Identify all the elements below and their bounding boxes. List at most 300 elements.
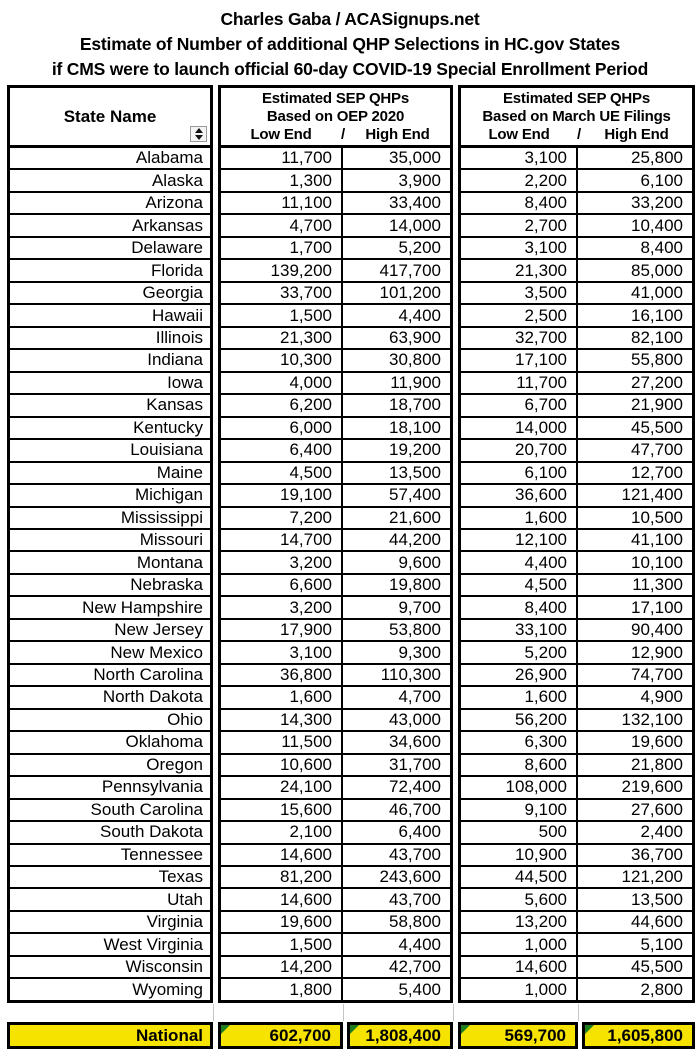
ue-header-line-2: Based on March UE Filings (482, 108, 671, 125)
low-end-cell: 3,100 (461, 148, 578, 168)
table-row (221, 732, 450, 754)
state-name-cell: West Virginia (103, 934, 203, 954)
low-end-cell: 24,100 (221, 777, 343, 797)
low-end-cell: 1,500 (221, 305, 343, 325)
high-end-cell: 5,100 (640, 934, 683, 954)
high-end-cell: 43,700 (389, 889, 441, 909)
table-row (221, 305, 450, 327)
low-end-cell: 10,600 (221, 755, 343, 775)
table-row (10, 889, 210, 911)
state-name-cell: Alabama (135, 148, 203, 168)
high-end-cell: 33,200 (631, 193, 683, 213)
table-row (10, 710, 210, 732)
low-end-cell: 14,000 (461, 418, 578, 438)
table-row (10, 305, 210, 327)
low-end-cell: 2,100 (221, 822, 343, 842)
table-row (221, 665, 450, 687)
high-end-cell: 11,300 (632, 575, 683, 595)
low-end-cell: 3,200 (221, 597, 343, 617)
state-name-cell: Arkansas (132, 215, 203, 235)
low-end-cell: 33,100 (461, 620, 578, 640)
high-end-cell: 27,200 (631, 372, 683, 392)
state-name-cell: South Carolina (90, 799, 203, 819)
high-end-cell: 41,000 (631, 283, 683, 303)
table-row (221, 575, 450, 597)
low-end-cell: 8,400 (461, 193, 578, 213)
table-row (221, 552, 450, 574)
high-end-cell: 34,600 (389, 732, 441, 752)
table-row (461, 373, 692, 395)
state-name-cell: Maine (156, 462, 203, 482)
high-end-cell: 90,400 (631, 620, 683, 640)
high-end-cell: 110,300 (380, 665, 441, 685)
table-row (10, 755, 210, 777)
state-name-cell: Hawaii (151, 305, 203, 325)
table-row (10, 508, 210, 530)
table-row (221, 979, 450, 999)
high-end-cell: 8,400 (640, 238, 683, 258)
table-row (461, 260, 692, 282)
state-name-cell: Oklahoma (125, 732, 203, 752)
formula-flag-icon (221, 1025, 230, 1034)
high-end-cell: 243,600 (379, 867, 441, 887)
low-end-cell: 11,500 (221, 732, 343, 752)
high-end-cell: 121,200 (621, 867, 683, 887)
oep-header-line-1: Estimated SEP QHPs (261, 90, 409, 107)
table-row (10, 395, 210, 417)
low-end-cell: 10,900 (461, 845, 578, 865)
ue-separator: / (577, 126, 581, 143)
state-name-cell: Illinois (155, 327, 203, 347)
table-row (221, 463, 450, 485)
table-row (10, 845, 210, 867)
table-row (221, 215, 450, 237)
table-row (221, 395, 450, 417)
high-end-cell: 6,400 (398, 822, 441, 842)
low-end-cell: 1,600 (461, 508, 578, 528)
table-row (10, 642, 210, 664)
high-end-cell: 13,500 (389, 462, 441, 482)
high-end-cell: 4,700 (398, 687, 441, 707)
low-end-cell: 4,500 (221, 463, 343, 483)
high-end-cell: 11,900 (390, 372, 441, 392)
low-end-cell: 4,000 (221, 373, 343, 393)
table-row (461, 822, 692, 844)
high-end-cell: 10,400 (631, 215, 683, 235)
state-name-cell: Virginia (146, 912, 203, 932)
low-end-cell: 14,200 (221, 957, 343, 977)
high-end-cell: 219,600 (621, 777, 683, 797)
table-row (10, 148, 210, 170)
formula-flag-icon (350, 1025, 359, 1034)
low-end-cell: 4,500 (461, 575, 578, 595)
table-row (10, 485, 210, 507)
state-name-cell: Ohio (167, 709, 203, 729)
high-end-cell: 47,700 (631, 440, 683, 460)
state-name-cell: New Mexico (110, 642, 203, 662)
table-row (221, 597, 450, 619)
state-name-cell: Delaware (131, 238, 203, 258)
table-row (10, 934, 210, 956)
low-end-cell: 6,700 (461, 395, 578, 415)
high-end-cell: 43,000 (389, 709, 441, 729)
state-name-cell: New Jersey (114, 620, 203, 640)
high-end-cell: 4,400 (398, 305, 441, 325)
national-label: National (135, 1025, 203, 1045)
table-row (221, 620, 450, 642)
high-end-cell: 36,700 (631, 844, 683, 864)
title-line-3: if CMS were to launch official 60-day COVID-19 Special Enrollment Period (51, 59, 649, 79)
high-end-cell: 25,800 (631, 148, 683, 168)
high-end-cell: 2,400 (640, 822, 683, 842)
high-end-cell: 121,400 (621, 485, 683, 505)
table-row (10, 530, 210, 552)
high-end-cell: 27,600 (631, 799, 683, 819)
high-end-cell: 417,700 (379, 260, 441, 280)
state-name-cell: Texas (158, 867, 203, 887)
low-end-cell: 7,200 (221, 508, 343, 528)
high-end-cell: 45,500 (631, 957, 683, 977)
table-row (10, 215, 210, 237)
low-end-cell: 3,200 (221, 552, 343, 572)
gridline (578, 1004, 579, 1021)
table-row (221, 148, 450, 170)
formula-flag-icon (461, 1025, 470, 1034)
table-row (221, 283, 450, 305)
table-row (461, 350, 692, 372)
oep-group-block (218, 85, 453, 1003)
high-end-cell: 18,100 (389, 417, 441, 437)
national-label-cell (7, 1022, 213, 1049)
table-row (461, 934, 692, 956)
table-row (461, 687, 692, 709)
high-end-cell: 14,000 (389, 215, 441, 235)
table-row (461, 238, 692, 260)
state-name-cell: Nebraska (130, 575, 203, 595)
table-row (461, 148, 692, 170)
table-row (10, 418, 210, 440)
high-end-cell: 85,000 (631, 260, 683, 280)
table-row (10, 440, 210, 462)
low-end-cell: 1,000 (461, 934, 578, 954)
table-row (461, 530, 692, 552)
national-ue-low-cell (458, 1022, 578, 1049)
table-row (221, 485, 450, 507)
table-row (10, 328, 210, 350)
national-oep-high-value: 1,808,400 (365, 1025, 441, 1045)
high-end-cell: 57,400 (389, 485, 441, 505)
low-end-cell: 13,200 (461, 912, 578, 932)
state-name-cell: South Dakota (99, 822, 203, 842)
high-end-cell: 10,100 (631, 552, 683, 572)
state-name-cell: North Carolina (93, 665, 203, 685)
state-column-block (7, 85, 213, 1003)
low-end-cell: 17,900 (221, 620, 343, 640)
sort-button[interactable] (190, 126, 207, 142)
low-end-cell: 3,100 (461, 238, 578, 258)
high-end-cell: 21,800 (631, 754, 683, 774)
low-end-cell: 10,300 (221, 350, 343, 370)
high-end-cell: 35,000 (389, 148, 441, 168)
table-row (461, 777, 692, 799)
table-row (461, 979, 692, 999)
ue-rows (461, 148, 692, 1000)
low-end-cell: 14,600 (461, 957, 578, 977)
low-end-cell: 5,600 (461, 889, 578, 909)
state-name-header-label: State Name (63, 106, 157, 126)
low-end-cell: 6,200 (221, 395, 343, 415)
high-end-cell: 72,400 (389, 777, 441, 797)
high-end-cell: 31,700 (389, 754, 441, 774)
table-row (461, 463, 692, 485)
table-row (461, 889, 692, 911)
state-name-cell: Oregon (146, 754, 203, 774)
title-line-1: Charles Gaba / ACASignups.net (220, 9, 480, 29)
national-ue-low-value: 569,700 (504, 1025, 566, 1045)
high-end-cell: 41,100 (631, 530, 683, 550)
low-end-cell: 108,000 (461, 777, 578, 797)
table-row (221, 350, 450, 372)
state-name-cell: Wyoming (132, 979, 203, 999)
oep-low-end-label: Low End (250, 126, 312, 143)
high-end-cell: 63,900 (389, 327, 441, 347)
low-end-cell: 6,100 (461, 463, 578, 483)
low-end-cell: 44,500 (461, 867, 578, 887)
table-row (221, 687, 450, 709)
table-row (10, 552, 210, 574)
low-end-cell: 17,100 (461, 350, 578, 370)
low-end-cell: 14,700 (221, 530, 343, 550)
table-row (10, 373, 210, 395)
ue-header-line-1: Estimated SEP QHPs (502, 90, 650, 107)
sort-down-icon (195, 135, 203, 140)
high-end-cell: 30,800 (389, 350, 441, 370)
low-end-cell: 2,200 (461, 170, 578, 190)
low-end-cell: 6,000 (221, 418, 343, 438)
state-name-cell: Georgia (142, 283, 203, 303)
low-end-cell: 33,700 (221, 283, 343, 303)
low-end-cell: 19,100 (221, 485, 343, 505)
state-rows (10, 148, 210, 1000)
ue-group-block (458, 85, 695, 1003)
table-row (461, 710, 692, 732)
national-ue-high-value: 1,605,800 (607, 1025, 683, 1045)
high-end-cell: 9,600 (398, 552, 441, 572)
high-end-cell: 58,800 (389, 912, 441, 932)
table-row (10, 238, 210, 260)
table-row (461, 665, 692, 687)
table-row (221, 238, 450, 260)
table-row (461, 552, 692, 574)
ue-subheader (461, 126, 692, 144)
oep-separator: / (341, 126, 345, 143)
table-row (221, 845, 450, 867)
low-end-cell: 3,500 (461, 283, 578, 303)
high-end-cell: 4,900 (640, 687, 683, 707)
table-row (10, 283, 210, 305)
table-row (461, 305, 692, 327)
table-row (221, 755, 450, 777)
table-row (461, 193, 692, 215)
high-end-cell: 44,600 (631, 912, 683, 932)
low-end-cell: 1,000 (461, 979, 578, 999)
high-end-cell: 53,800 (389, 620, 441, 640)
state-name-cell: Utah (167, 889, 203, 909)
low-end-cell: 4,400 (461, 552, 578, 572)
table-row (10, 732, 210, 754)
state-name-cell: Tennessee (120, 844, 203, 864)
high-end-cell: 21,600 (389, 507, 441, 527)
low-end-cell: 11,100 (221, 193, 343, 213)
high-end-cell: 19,200 (389, 440, 441, 460)
state-name-cell: New Hampshire (82, 597, 203, 617)
national-oep-high-cell (347, 1022, 453, 1049)
low-end-cell: 6,600 (221, 575, 343, 595)
table-row (221, 193, 450, 215)
table-row (221, 800, 450, 822)
gridline (213, 1004, 214, 1021)
high-end-cell: 3,900 (398, 170, 441, 190)
high-end-cell: 45,500 (631, 417, 683, 437)
oep-header-line-2: Based on OEP 2020 (266, 108, 405, 125)
national-oep-low-cell (218, 1022, 343, 1049)
high-end-cell: 42,700 (389, 957, 441, 977)
ue-high-end-label: High End (604, 126, 669, 143)
low-end-cell: 1,800 (221, 979, 343, 999)
table-row (461, 170, 692, 192)
table-row (221, 777, 450, 799)
table-row (461, 755, 692, 777)
high-end-cell: 46,700 (389, 799, 441, 819)
state-name-cell: Mississippi (120, 507, 203, 527)
table-row (221, 934, 450, 956)
table-row (461, 485, 692, 507)
low-end-cell: 9,100 (461, 800, 578, 820)
low-end-cell: 26,900 (461, 665, 578, 685)
table-row (221, 260, 450, 282)
table-row (10, 575, 210, 597)
table-row (221, 822, 450, 844)
table-row (221, 710, 450, 732)
low-end-cell: 139,200 (221, 260, 343, 280)
state-name-cell: Wisconsin (125, 957, 203, 977)
sort-up-icon (195, 128, 203, 133)
low-end-cell: 19,600 (221, 912, 343, 932)
state-name-cell: Alaska (151, 170, 203, 190)
table-row (10, 350, 210, 372)
low-end-cell: 14,600 (221, 845, 343, 865)
high-end-cell: 12,700 (631, 462, 683, 482)
national-oep-low-value: 602,700 (269, 1025, 331, 1045)
gridline (343, 1004, 344, 1021)
table-row (221, 530, 450, 552)
table-row (10, 912, 210, 934)
table-row (10, 957, 210, 979)
table-row (221, 889, 450, 911)
table-row (461, 328, 692, 350)
high-end-cell: 33,400 (389, 193, 441, 213)
low-end-cell: 21,300 (221, 328, 343, 348)
table-row (10, 687, 210, 709)
table-row (461, 597, 692, 619)
table-row (461, 283, 692, 305)
table-row (221, 373, 450, 395)
state-name-cell: Kentucky (133, 417, 203, 437)
low-end-cell: 8,400 (461, 597, 578, 617)
high-end-cell: 5,400 (398, 979, 441, 999)
low-end-cell: 8,600 (461, 755, 578, 775)
table-row (221, 957, 450, 979)
ue-low-end-label: Low End (488, 126, 550, 143)
table-row (221, 328, 450, 350)
table-row (10, 170, 210, 192)
low-end-cell: 14,300 (221, 710, 343, 730)
low-end-cell: 11,700 (221, 148, 343, 168)
national-ue-high-cell (582, 1022, 695, 1049)
low-end-cell: 1,600 (221, 687, 343, 707)
high-end-cell: 82,100 (631, 327, 683, 347)
table-row (10, 979, 210, 999)
high-end-cell: 74,700 (631, 665, 683, 685)
table-row (461, 957, 692, 979)
table-row (10, 193, 210, 215)
low-end-cell: 36,800 (221, 665, 343, 685)
table-row (221, 170, 450, 192)
table-row (461, 867, 692, 889)
oep-rows (221, 148, 450, 1000)
high-end-cell: 9,700 (398, 597, 441, 617)
high-end-cell: 9,300 (398, 642, 441, 662)
low-end-cell: 36,600 (461, 485, 578, 505)
low-end-cell: 3,100 (221, 642, 343, 662)
low-end-cell: 15,600 (221, 800, 343, 820)
table-row (221, 912, 450, 934)
table-row (461, 508, 692, 530)
high-end-cell: 16,100 (631, 305, 683, 325)
table-row (461, 912, 692, 934)
high-end-cell: 18,700 (389, 395, 441, 415)
table-row (461, 418, 692, 440)
low-end-cell: 32,700 (461, 328, 578, 348)
table-row (461, 845, 692, 867)
high-end-cell: 13,500 (631, 889, 683, 909)
high-end-cell: 4,400 (398, 934, 441, 954)
high-end-cell: 101,200 (379, 283, 441, 303)
oep-group-header (221, 88, 450, 148)
table-row (10, 800, 210, 822)
high-end-cell: 43,700 (389, 844, 441, 864)
high-end-cell: 55,800 (631, 350, 683, 370)
table-row (461, 575, 692, 597)
oep-subheader (221, 126, 450, 144)
state-name-cell: North Dakota (102, 687, 203, 707)
low-end-cell: 1,700 (221, 238, 343, 258)
table-row (221, 418, 450, 440)
high-end-cell: 132,100 (621, 709, 683, 729)
low-end-cell: 2,700 (461, 215, 578, 235)
page-title (0, 7, 700, 82)
table-row (10, 822, 210, 844)
state-name-cell: Michigan (134, 485, 203, 505)
table-row (10, 665, 210, 687)
low-end-cell: 11,700 (461, 373, 578, 393)
state-name-cell: Arizona (145, 193, 203, 213)
table-row (461, 620, 692, 642)
table-row (221, 867, 450, 889)
title-line-2: Estimate of Number of additional QHP Selections in HC.gov States (79, 34, 621, 54)
low-end-cell: 1,500 (221, 934, 343, 954)
table-row (461, 732, 692, 754)
